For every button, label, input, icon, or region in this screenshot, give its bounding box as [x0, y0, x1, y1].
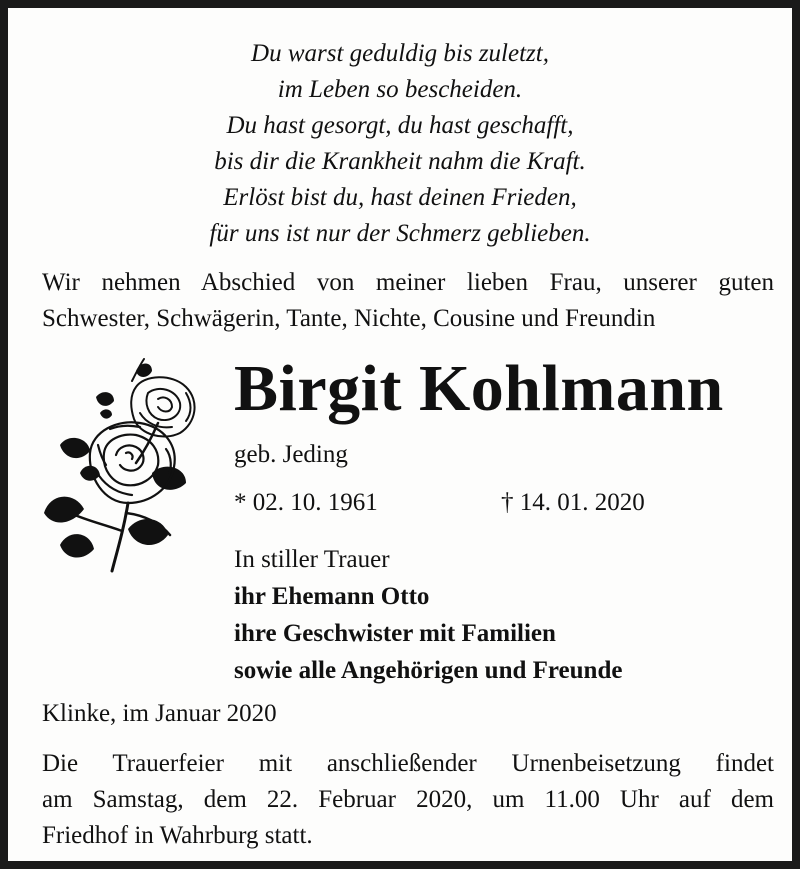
service-line: Die Trauerfeier mit anschließender Urnenbeisetzung findet — [42, 750, 774, 777]
mourners-list — [234, 541, 622, 689]
birth-date: * 02. 10. 1961 — [234, 489, 378, 516]
service-line: Friedhof in Wahrburg statt. — [42, 822, 313, 849]
poem-line: Du warst geduldig bis zuletzt, — [251, 40, 549, 67]
poem-line: Du hast gesorgt, du hast geschafft, — [226, 112, 574, 139]
mourner-line: sowie alle Angehörigen und Freunde — [234, 657, 623, 684]
rose-icon — [40, 353, 205, 575]
poem-line: Erlöst bist du, hast deinen Frieden, — [223, 184, 577, 211]
farewell-intro — [42, 265, 774, 337]
intro-line: Schwester, Schwägerin, Tante, Nichte, Cousine und Freundin — [42, 305, 656, 332]
poem-line: für uns ist nur der Schmerz geblieben. — [209, 220, 591, 247]
mourners-heading: In stiller Trauer — [234, 546, 390, 573]
memorial-poem — [8, 36, 792, 252]
mourner-line: ihre Geschwister mit Familien — [234, 620, 556, 647]
death-date: † 14. 01. 2020 — [501, 489, 645, 516]
place-date: Klinke, im Januar 2020 — [42, 700, 277, 727]
intro-line: Wir nehmen Abschied von meiner lieben Frau, unserer guten — [42, 269, 774, 296]
funeral-service-info — [42, 746, 774, 854]
birth-name: geb. Jeding — [234, 441, 348, 468]
poem-line: bis dir die Krankheit nahm die Kraft. — [214, 148, 586, 175]
service-line: am Samstag, dem 22. Februar 2020, um 11.00 Uhr auf dem — [42, 786, 774, 813]
poem-line: im Leben so bescheiden. — [277, 76, 523, 103]
mourner-line: ihr Ehemann Otto — [234, 583, 430, 610]
deceased-name: Birgit Kohlmann — [234, 352, 724, 425]
